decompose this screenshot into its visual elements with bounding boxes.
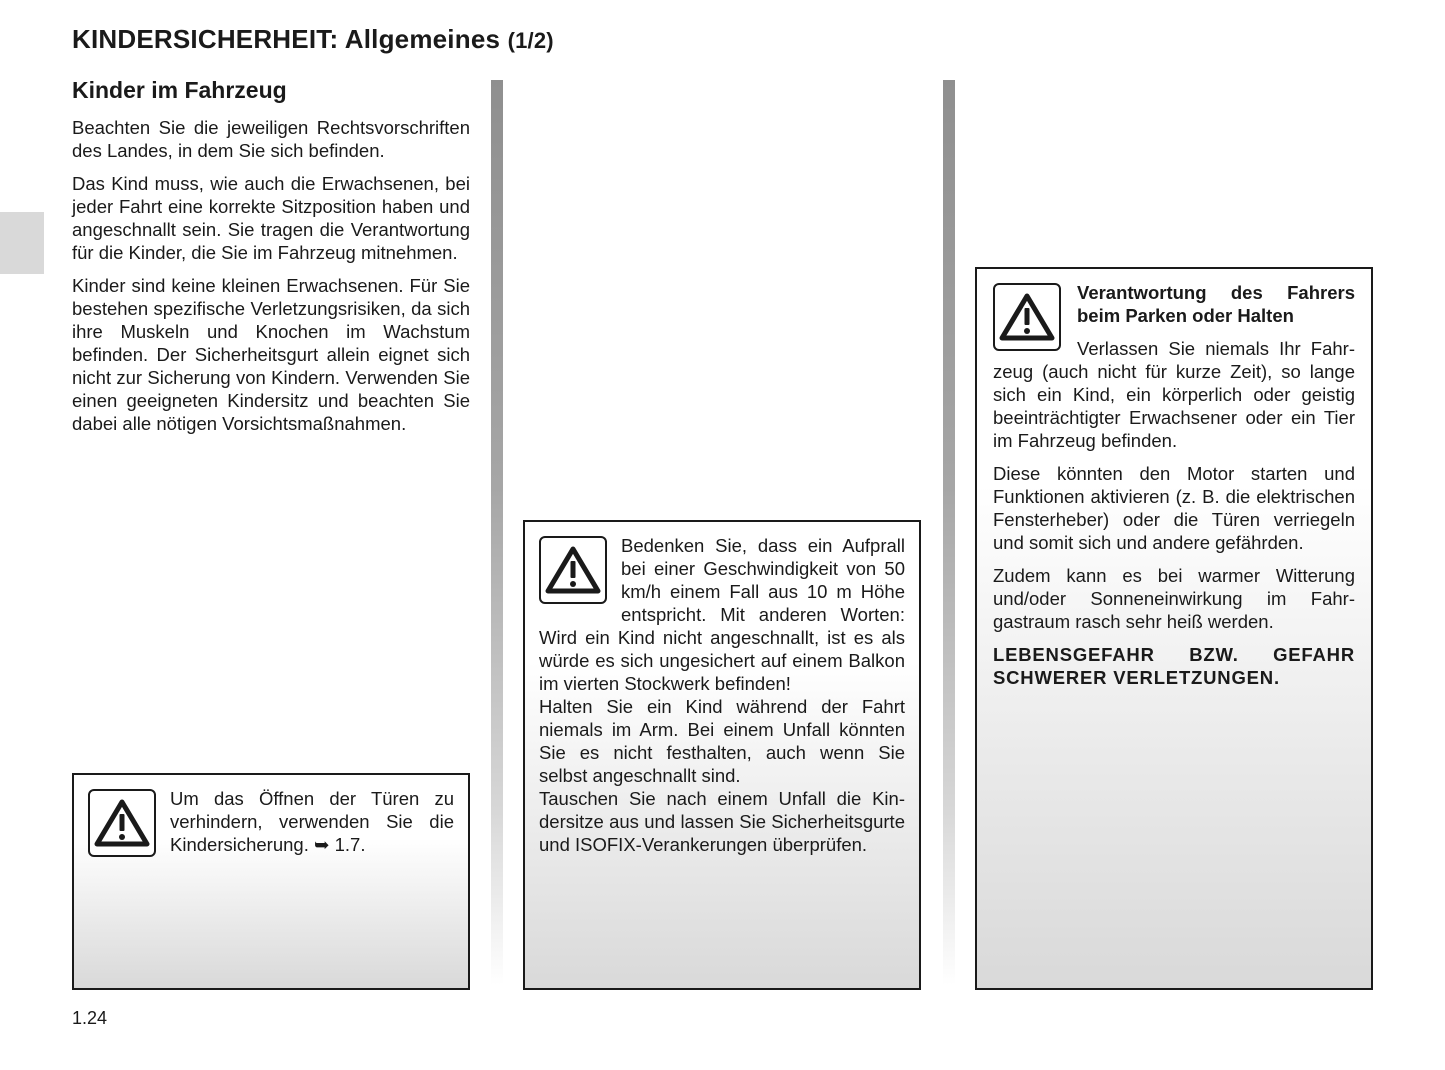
warning-triangle-icon: [539, 536, 607, 604]
warning-box-door-lock: [72, 773, 470, 990]
paragraph: Kinder sind keine kleinen Erwachsenen. Für Sie bestehen spezifische Verletzungsrisiken, da sich ihre Muskeln und Knochen im Wachstum befinden. Der Sicherheitsgurt allein eignet sich nicht zur Sicherung von Kindern. Verwenden Sie einen geeigneten Kindersitz und beachten Sie dabei alle nötigen Vorsichtsmaßnahmen.: [72, 275, 470, 434]
warning-heading: Verantwortung des Fahrers beim Parken oder Halten: [1077, 282, 1355, 326]
paragraph: Beachten Sie die jeweiligen Rechtsvorschriften des Landes, in dem Sie sich befinden.: [72, 117, 470, 161]
warning-triangle-icon: [88, 789, 156, 857]
warning-box-impact: [523, 520, 921, 990]
warning-box-driver-responsibility: [975, 267, 1373, 990]
warning-text: Verlassen Sie niemals Ihr Fahrzeug (auch nicht für kurze Zeit), so lange sich ein Kind, ein körperlich oder geistig beeinträchtigter Erwachsener oder ein Tier im Fahrzeug befinden.: [993, 338, 1355, 451]
warning-text: Bedenken Sie, dass ein Aufprall bei einer Geschwindigkeit von 50 km/h einem Fall aus 10 m Höhe entspricht. Mit anderen Worten: Wird ein Kind nicht angeschnallt, ist es als würde es sich ungesichert auf einem Balkon im vierten Stockwerk befinden!: [539, 535, 905, 694]
chapter-tab-marker: [0, 212, 44, 274]
warning-text: Diese könnten den Motor starten und Funktionen aktivieren (z. B. die elektrischen Fensterheber) oder die Türen verriegeln und somit sich und andere gefährden.: [993, 463, 1355, 553]
column-divider-left: [491, 80, 503, 985]
page-part-indicator: (1/2): [507, 28, 554, 53]
warning-text: Um das Öffnen der Türen zu verhindern, verwenden Sie die Kindersicherung. ➥ 1.7.: [170, 788, 454, 855]
page-title-text: KINDERSICHERHEIT: Allgemeines: [72, 24, 501, 54]
warning-triangle-icon: [993, 283, 1061, 351]
page-title: [72, 24, 554, 55]
page-number: 1.24: [72, 1008, 108, 1028]
warning-text: Tauschen Sie nach einem Unfall die Kindersitze aus und lassen Sie Sicherheitsgurte und ISOFIX-Verankerungen überprüfen.: [539, 788, 905, 855]
section-subtitle: Kinder im Fahrzeug: [72, 77, 287, 103]
column-divider-right: [943, 80, 955, 985]
warning-text: Halten Sie ein Kind während der Fahrt niemals im Arm. Bei einem Unfall könnten Sie es nicht festhalten, auch wenn Sie selbst angeschnallt sind.: [539, 696, 905, 786]
danger-statement: LEBENSGEFAHR BZW. GEFAHR SCHWERER VERLETZUNGEN.: [993, 644, 1355, 688]
paragraph: Das Kind muss, wie auch die Erwachsenen, bei jeder Fahrt eine korrekte Sitzposition haben und angeschnallt sein. Sie tragen die Verantwortung für die Kinder, die Sie im Fahrzeug mitnehmen.: [72, 173, 470, 263]
warning-text: Zudem kann es bei warmer Witterung und/oder Sonneneinwirkung im Fahrgastraum rasch sehr heiß werden.: [993, 565, 1355, 632]
column-left: [72, 74, 470, 445]
